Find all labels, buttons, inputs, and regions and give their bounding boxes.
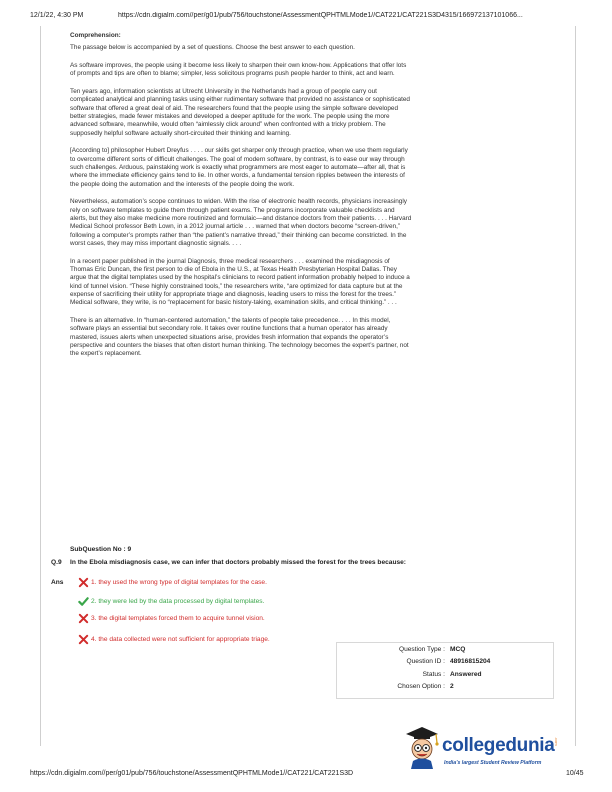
page-number: 10/45: [566, 770, 584, 777]
passage-paragraph: Nevertheless, automation’s scope continues to widen. With the rise of electronic health records, physicians increasingly rely on software templates to guide them through patient exams. The programs incorporate valuable checklists and alerts, but they also make medicine more routinized and formulaic—and distance doctors from their patients. . . . Harvard Medical School professor Beth Lown, in a 2012 journal article . . . warned that when doctors become “screen-driven,” following a computer’s prompts rather than “the patient’s narrative thread,” their thinking can become constricted. In the worst cases, they may miss important diagnostic signals. . . .: [70, 198, 412, 247]
question-number: Q.9: [51, 559, 62, 566]
question-meta-box: [336, 642, 554, 699]
footer-url: https://cdn.digialm.com//per/g01/pub/756/touchstone/AssessmentQPHTMLMode1//CAT221/CAT221S3D: [30, 770, 354, 777]
chosen-option-label: Chosen Option :: [397, 683, 445, 690]
subquestion-number: SubQuestion No : 9: [70, 546, 132, 553]
chosen-option-value: 2: [450, 683, 454, 690]
print-date: 12/1/22, 4:30 PM: [30, 12, 84, 19]
cross-icon: [78, 613, 89, 624]
passage-paragraph: The passage below is accompanied by a set of questions. Choose the best answer to each question.: [70, 44, 355, 52]
check-icon: [78, 596, 89, 607]
option-3[interactable]: [78, 613, 265, 624]
mascot-icon: [400, 725, 440, 769]
option-label: 2. they were led by the data processed by digital templates.: [91, 598, 265, 605]
brand-tagline: India’s largest Student Review Platform: [444, 760, 542, 766]
status-label: Status :: [422, 671, 445, 678]
option-label: 3. the digital templates forced them to acquire tunnel vision.: [91, 615, 265, 622]
answer-label: Ans: [51, 579, 64, 586]
question-id-value: 48916815204: [450, 658, 491, 665]
collegedunia-logo: [396, 725, 566, 771]
brand-name: collegedunia: [442, 735, 555, 756]
cross-icon: [78, 634, 89, 645]
passage-paragraph: [According to] philosopher Hubert Dreyfus . . . . our skills get sharper only through practice, when we use them regularly to overcome different sorts of difficult challenges. The goal of modern software, by contrast, is to ease our way through such challenges. Arduous, painstaking work is exactly what programmers are most eager to automate—after all, that is where the immediate efficiency gains tend to lie. In other words, a fundamental tension ripples between the interests of the people doing the automation and the interests of the people doing the work.: [70, 147, 408, 188]
passage-paragraph: Ten years ago, information scientists at Utrecht University in the Netherlands had a group of people carry out complicated analytical and planning tasks using either rudimentary software that provided no assistance or sophisticated software that offered a great deal of aid. The researchers found that the people using the simple software developed better strategies, made fewer mistakes and developed a deeper aptitude for the work. The people using the more advanced software, meanwhile, would often “aimlessly click around” when confronted with a tricky problem. The supposedly helpful software actually short-circuited their thinking and learning.: [70, 88, 410, 137]
question-type-label: Question Type :: [398, 646, 445, 653]
option-label: 4. the data collected were not sufficient for appropriate triage.: [91, 636, 270, 643]
question-id-label: Question ID :: [406, 658, 445, 665]
option-1[interactable]: [78, 577, 267, 588]
option-2[interactable]: [78, 596, 264, 607]
passage-title: Comprehension:: [70, 32, 121, 39]
print-url: https://cdn.digialm.com//per/g01/pub/756/touchstone/AssessmentQPHTMLMode1//CAT221/CAT221S3D4315/166972137101066...: [118, 12, 523, 19]
question-type-value: MCQ: [450, 646, 466, 653]
passage-paragraph: As software improves, the people using it become less likely to sharpen their own know-how. Applications that offer lots of prompts and tips are often to blame; simpler, less solicitous programs push people harder to think, act and learn.: [70, 62, 407, 78]
passage: [70, 32, 412, 368]
passage-paragraph: There is an alternative. In “human-centered automation,” the talents of people take precedence. . . . In this model, software plays an essential but secondary role. It takes over routine functions that a human operator has already mastered, issues alerts when unexpected situations arise, provides fresh information that expands the operator’s perspective and counters the biases that often distort human thinking. The technology becomes the expert’s partner, not the expert’s replacement.: [70, 317, 409, 358]
brand-dotcom: .com: [554, 737, 559, 746]
status-value: Answered: [450, 671, 482, 678]
option-label: 1. they used the wrong type of digital templates for the case.: [91, 579, 267, 586]
option-4[interactable]: [78, 634, 270, 645]
passage-paragraph: In a recent paper published in the journal Diagnosis, three medical researchers . . . examined the misdiagnosis of Thomas Eric Duncan, the first person to die of Ebola in the U.S., at Texas Health Presbyterian Hospital Dallas. They argue that the digital templates used by the hospital’s clinicians to record patient information probably helped to induce a kind of tunnel vision. “These highly constrained tools,” the researchers write, “are optimized for data capture but at the expense of sacrificing their utility for appropriate triage and diagnosis, leading users to miss the forest for the trees.” Medical software, they write, is no “replacement for basic history-taking, examination skills, and critical thinking.” . . .: [70, 257, 410, 307]
cross-icon: [78, 577, 89, 588]
question-text: In the Ebola misdiagnosis case, we can infer that doctors probably missed the forest for the trees because:: [70, 559, 407, 566]
